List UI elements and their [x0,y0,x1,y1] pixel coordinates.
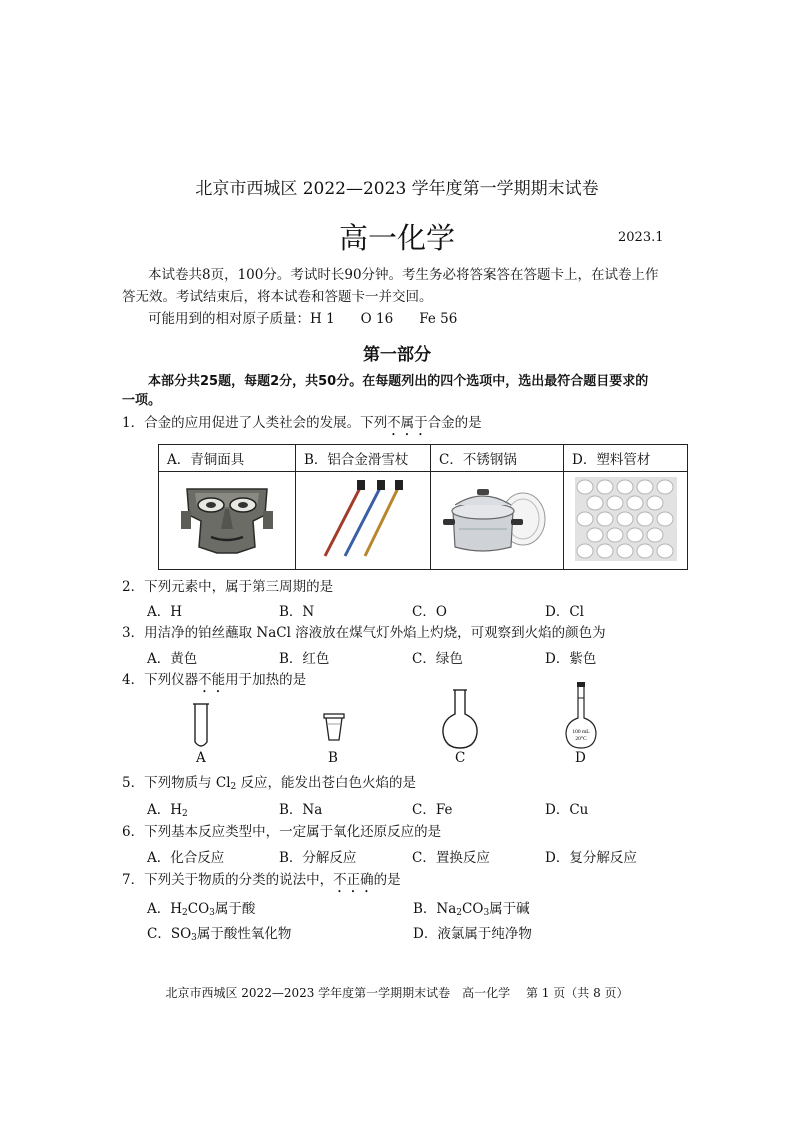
atomic-mass-label: 可能用到的相对原子质量： [148,311,310,327]
test-tube-icon [192,702,210,750]
steel-pot-icon [441,481,553,557]
q1-stem [122,413,794,439]
exam-date: 2023.1 [618,230,664,245]
q7-stem-tail: 的是 [373,872,401,888]
q6-option-b[interactable]: B．分解反应 [279,850,357,866]
q7-b-sub2: 3 [483,908,490,918]
q3-option-b[interactable]: B．红色 [279,651,330,667]
volumetric-flask-icon [563,682,599,750]
subject-title: 高一化学 [338,221,455,255]
q2-option-a[interactable]: A．H [147,604,183,620]
q7-option-a[interactable] [147,897,255,918]
q3-stem: 3．用洁净的铂丝蘸取 NaCl 溶液放在煤气灯外焰上灼烧，可观察到火焰的颜色为 [122,625,606,641]
flask-temp-label: 20°C [575,736,587,742]
q5-option-d[interactable]: D．Cu [545,802,589,818]
exam-title: 北京市西城区 2022—2023 学年度第一学期期末试卷 [195,179,599,199]
q7-a-tail: 属于酸 [214,901,256,917]
q1-option-c[interactable]: C．不锈钢锅 [431,445,564,472]
flask-volume-label: 100 mL [572,729,590,735]
q3-option-d[interactable]: D．紫色 [545,651,597,667]
q4-stem-tail: 用于加热的是 [225,672,307,688]
q2-stem: 2．下列元素中，属于第三周期的是 [122,579,334,595]
crucible-icon [323,712,345,742]
q4-label-b[interactable]: B [328,750,338,766]
q1-option-d[interactable]: D．塑料管材 [564,445,688,472]
q5-option-b[interactable]: B．Na [279,802,323,818]
plastic-pipe-icon [575,477,677,561]
q4-stem-text: 4．下列仪器 [122,672,199,688]
q5-option-a-subscript: 2 [182,809,188,819]
q7-c-text: C．SO [147,926,192,942]
q1-image-a-cell [159,472,296,570]
q7-option-d[interactable]: D．液氯属于纯净物 [413,926,532,942]
q1-image-b-cell [296,472,431,570]
q4-label-d[interactable]: D [575,750,586,766]
q6-stem: 6．下列基本反应类型中，一定属于氧化还原反应的是 [122,824,442,840]
q1-stem-emphasis: 不属于 [387,415,428,431]
q6-option-a[interactable]: A．化合反应 [147,850,225,866]
q5-option-a-text: A．H [147,802,183,818]
q4-label-c[interactable]: C [455,750,466,766]
atomic-mass-fe: Fe 56 [419,311,458,327]
part1-instruction-2: 一项。 [122,393,162,408]
q7-option-b[interactable] [413,897,530,918]
q7-b-mid: CO [462,901,484,917]
q7-b-text: B．Na [413,901,457,917]
q7-c-tail: 属于酸性氧化物 [196,926,292,942]
q7-a-mid: CO [187,901,210,917]
intro-line-1: 本试卷共8页，100分。考试时长90分钟。考生务必将答案答在答题卡上，在试卷上作 [148,267,659,283]
round-bottom-flask-icon [441,688,479,750]
q3-option-a[interactable]: A．黄色 [147,651,198,667]
q1-image-d-cell [564,472,688,570]
q7-a-sub1: 2 [182,908,188,918]
q7-stem [122,870,794,896]
q6-option-c[interactable]: C．置换反应 [412,850,490,866]
q2-option-d[interactable]: D．Cl [545,604,584,620]
q7-c-sub: 3 [191,933,197,943]
q2-option-b[interactable]: B．N [279,604,315,620]
ski-pole-icon [315,478,411,560]
q7-stem-text: 7．下列关于物质的分类的说法中， [122,872,334,888]
q7-b-sub1: 2 [456,908,463,918]
intro-line-2: 答无效。考试结束后，将本试卷和答题卡一并交回。 [122,289,433,305]
q1-stem-tail: 合金的是 [427,415,482,431]
page-footer: 北京市西城区 2022—2023 学年度第一学期期末试卷 高一化学 第 1 页（共 8 页） [165,986,629,1000]
q5-option-c[interactable]: C．Fe [412,802,453,818]
part1-instruction-1: 本部分共25题，每题2分，共50分。在每题列出的四个选项中，选出最符合题目要求的 [148,374,649,389]
q5-stem-subscript: 2 [230,782,237,792]
q5-stem-tail: 反应，能发出苍白色火焰的是 [236,775,417,791]
part1-title: 第一部分 [363,345,431,365]
q1-stem-text: 1．合金的应用促进了人类社会的发展。下列 [122,415,388,431]
atomic-mass-line [148,309,794,329]
q5-stem [122,773,794,797]
q5-option-a[interactable] [147,798,188,819]
q1-option-a[interactable]: A．青铜面具 [159,445,296,472]
q1-image-c-cell [431,472,564,570]
q7-b-tail: 属于碱 [489,901,530,917]
q6-option-d[interactable]: D．复分解反应 [545,850,637,866]
q4-label-a[interactable]: A [196,750,206,766]
q7-a-sub2: 3 [209,908,215,918]
atomic-mass-h: H 1 [310,311,335,327]
q3-option-c[interactable]: C．绿色 [412,651,463,667]
q5-stem-text: 5．下列物质与 Cl [122,775,231,791]
bronze-mask-icon [181,481,273,557]
q7-option-c[interactable] [147,922,291,943]
q7-a-text: A．H [147,901,183,917]
atomic-mass-o: O 16 [360,311,394,327]
q1-option-b[interactable]: B．铝合金滑雪杖 [296,445,431,472]
q1-options-table [158,444,688,570]
q7-stem-emphasis: 不正确 [333,872,374,888]
q2-option-c[interactable]: C．O [412,604,447,620]
q4-stem-emphasis: 不能 [198,672,226,688]
